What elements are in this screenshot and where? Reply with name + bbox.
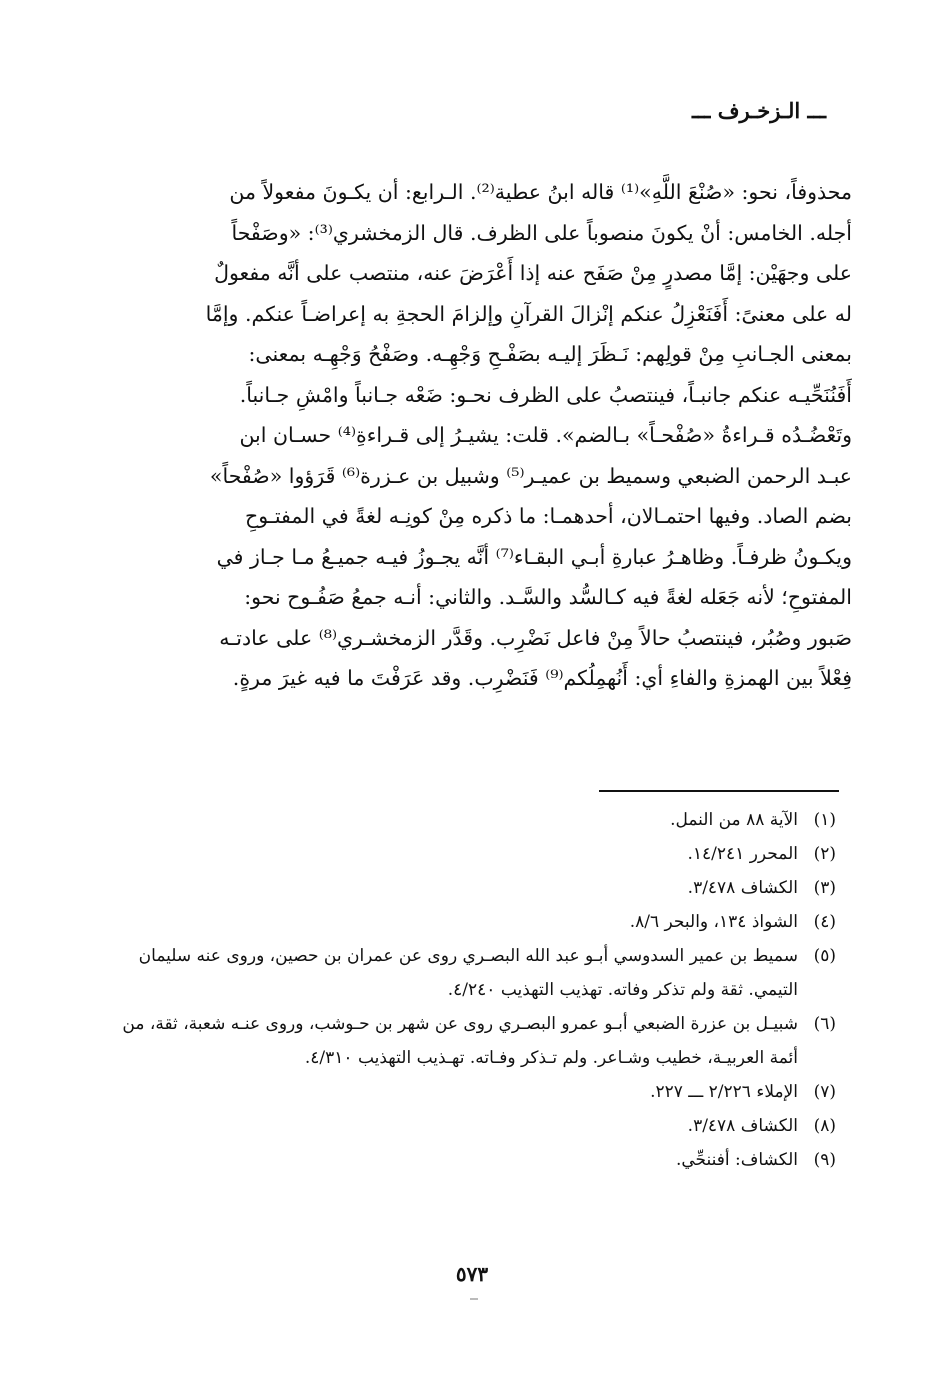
footnote-number: (٧) <box>813 1082 836 1102</box>
text-line: عبـد الرحمن الضبعي وسميط بن عميـر⁽⁵⁾ وشبيل بن عـزرة⁽⁶⁾ قَرَؤوا «صُفْحاً» <box>209 463 852 488</box>
scan-speck <box>470 1298 478 1300</box>
text-line: ويكـونُ ظرفـاً. وظاهـرُ عبارةِ أبـي البقـاء⁽⁷⁾ أنَّه يجـوزُ فيـه جميـعُ مـا جـاز في <box>216 544 852 569</box>
footnotes <box>116 803 836 1177</box>
text-line: محذوفاً، نحو: «صُنْعَ اللَّهِ»⁽¹⁾ قاله ابنُ عطية⁽²⁾. الـرابع: أن يكـونَ مفعولاً من <box>229 180 852 204</box>
text-line: صَبور وصُبُر، فينتصبُ حالاً مِنْ فاعل نَضْرِب. وقَدَّر الزمخشـري⁽⁸⁾ على عادتـه <box>219 625 852 650</box>
footnote <box>116 1143 836 1177</box>
footnote <box>116 1007 836 1075</box>
text-line: المفتوحِ؛ لأنه جَعَله لغةً فيه كـالسُّد والسَّـد. والثاني: أنـه جمعُ صَفُـوح نحو: <box>244 585 852 609</box>
footnote-text: الكشاف ٣/٤٧٨. <box>687 878 798 898</box>
footnote <box>116 1075 836 1109</box>
footnote-number: (٦) <box>813 1014 836 1034</box>
footnote-number: (٨) <box>813 1116 836 1136</box>
footnote-separator <box>599 790 839 792</box>
text-line: وتَعْضُـدُه قـراءةُ «صُفْحـاً» بـالضم». قلت: يشيـرُ إلى قـراءةِ⁽⁴⁾ حسـان ابن <box>239 423 852 447</box>
footnote-text: شبيـل بن عزرة الضبعي أبـو عمرو البصـري روى عن شهر بن حـوشب، وروى عنـه شعبة، ثقة، من أئمة العربيـة، خطيب وشـاعر. ولم تـذكر وفـاته. تهـذيب التهذيب ٤/٣١٠. <box>122 1014 798 1068</box>
footnote <box>116 837 836 871</box>
text-line: بضم الصاد. وفيها احتمـالان، أحدهمـا: ما ذكره مِنْ كونِـه لغةً في المفتـوحِ <box>245 504 852 528</box>
footnote <box>116 905 836 939</box>
text-line: له على معنىً: أَفَنَعْزِلُ عنكم إنْزالَ القرآنِ وإلزامَ الحجةِ به إعراضـاً عنكم. وإمَّا <box>205 301 852 326</box>
footnote-text: الكشاف: أفننحِّي. <box>675 1150 798 1170</box>
footnote <box>116 803 836 837</box>
footnote <box>116 939 836 1007</box>
footnote <box>116 871 836 905</box>
footnote-text: الشواذ ١٣٤، والبحر ٨/٦. <box>629 912 798 932</box>
text-line: بمعنى الجـانبِ مِنْ قولِهم: نَـظَرَ إليـه بصَفْـحِ وَجْهِـه. وصَفْحُ وَجْهِـه بمعنى: <box>248 342 852 366</box>
main-text <box>86 172 852 699</box>
footnote-number: (٤) <box>813 912 836 932</box>
footnote-text: سميط بن عمير السدوسي أبـو عبد الله البصـري روى عن عمران بن حصين، وروى عنه سليمان التيمي. ثقة ولم تذكر وفاته. تهذيب التهذيب ٤/٢٤٠. <box>138 946 798 1000</box>
text-line: على وجهَيْن: إمَّا مصدرٍ مِنْ صَفَح عنه إذا أَعْرَضَ عنه، منتصب على أنَّه مفعولٌ <box>214 261 852 285</box>
page-number: ٥٧٣ <box>455 1262 489 1286</box>
footnote-text: المحرر ١٤/٢٤١. <box>687 844 798 864</box>
text-line: أجله. الخامس: أنْ يكونَ منصوباً على الظرف. قال الزمخشري⁽³⁾: «وصَفْحاً <box>231 220 852 245</box>
footnote-number: (٩) <box>813 1150 836 1170</box>
footnote-number: (٢) <box>813 844 836 864</box>
text-line: فِعْلاً بين الهمزةِ والفاءِ أي: أَنُهمِلُكم⁽⁹⁾ فَنَضْرِب. وقد عَرَفْتَ ما فيه غيرَ مرةٍ. <box>232 666 852 690</box>
footnote-text: الكشاف ٣/٤٧٨. <box>687 1116 798 1136</box>
footnote <box>116 1109 836 1143</box>
footnote-text: الآية ٨٨ من النمل. <box>670 810 798 830</box>
footnote-number: (٥) <box>813 946 836 966</box>
footnote-text: الإملاء ٢/٢٢٦ ـــ ٢٢٧. <box>650 1082 798 1102</box>
running-header: ـــ الـزخـرف ـــ <box>692 98 826 123</box>
footnote-number: (٣) <box>813 878 836 898</box>
text-line: أَفَنُنَحِّيـه عنكم جانبـاً، فينتصبُ على الظرف نحـو: ضَعْه جـانباً وامْشِ جـانباً. <box>239 382 852 407</box>
footnote-number: (١) <box>813 810 836 830</box>
